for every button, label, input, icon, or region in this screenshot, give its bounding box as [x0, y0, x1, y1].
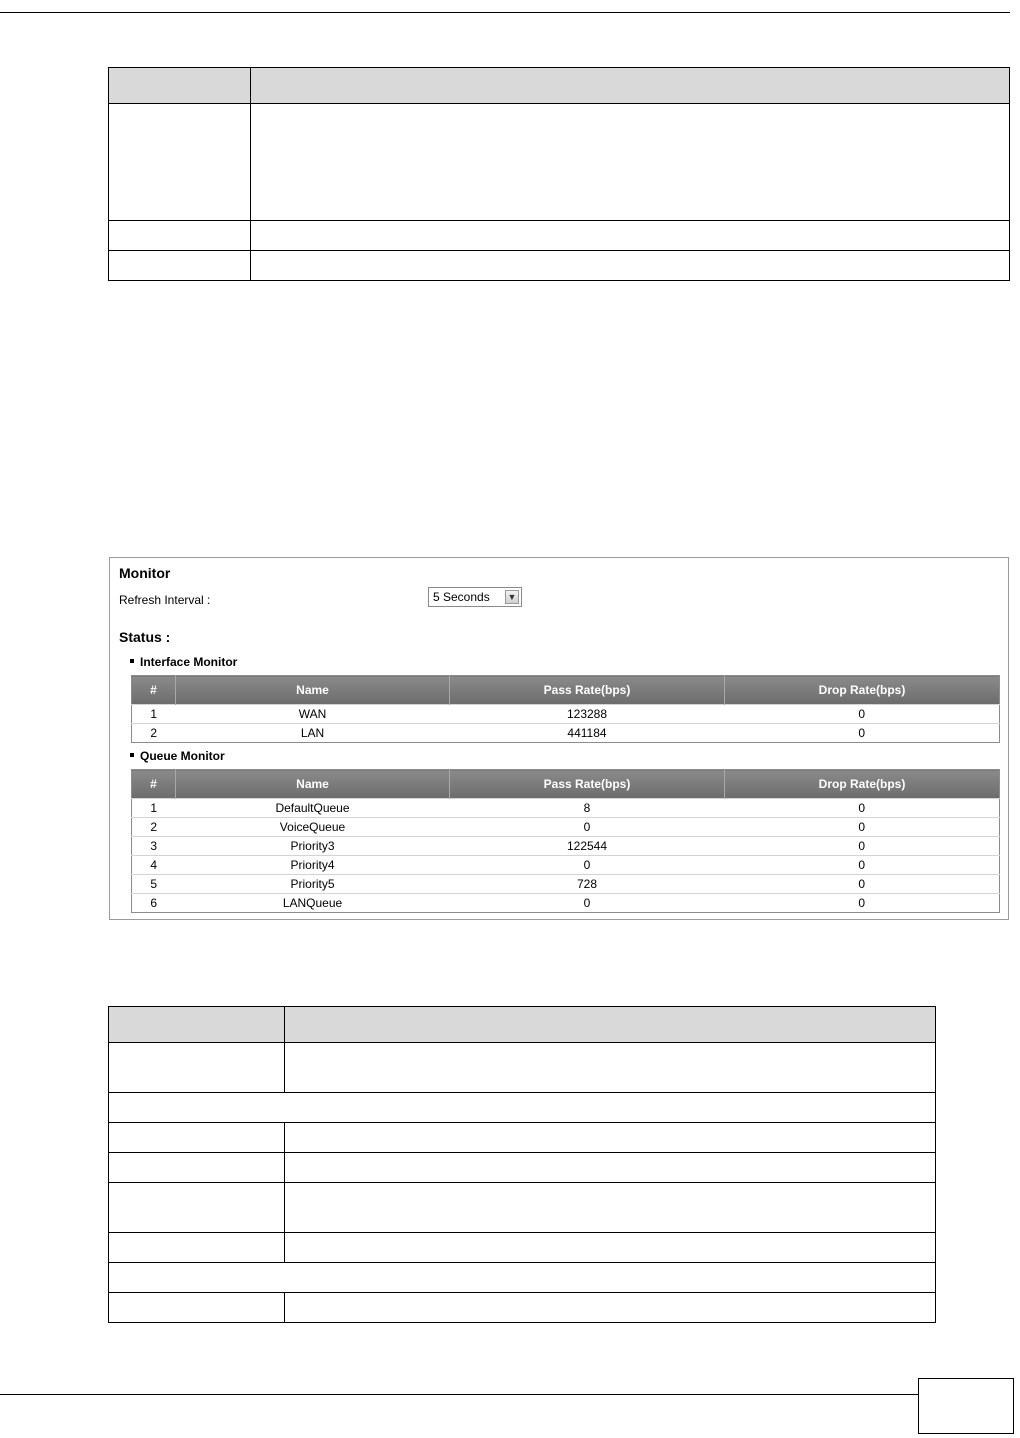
page-number-box — [918, 1378, 1014, 1434]
cell-drop-rate: 0 — [725, 724, 1000, 743]
status-heading: Status : — [119, 629, 171, 645]
cell-pass-rate: 441184 — [450, 724, 725, 743]
cell-name: VoiceQueue — [176, 818, 450, 837]
cell-pass-rate: 728 — [450, 875, 725, 894]
cell-pass-rate: 123288 — [450, 705, 725, 724]
cell-number: 3 — [132, 837, 176, 856]
column-header-name: Name — [176, 770, 450, 799]
cell-pass-rate: 0 — [450, 894, 725, 913]
column-header-number: # — [132, 770, 176, 799]
header-rule — [0, 12, 1010, 13]
cell-number: 6 — [132, 894, 176, 913]
cell-drop-rate: 0 — [725, 837, 1000, 856]
cell-number: 1 — [132, 705, 176, 724]
queue-monitor-heading — [130, 749, 225, 763]
cell-name: Priority4 — [176, 856, 450, 875]
table-row — [132, 818, 1000, 837]
bullet-icon — [130, 659, 134, 663]
table-row — [132, 856, 1000, 875]
table-row — [132, 799, 1000, 818]
cell-drop-rate: 0 — [725, 705, 1000, 724]
column-header-name: Name — [176, 676, 450, 705]
interface-monitor-heading — [130, 655, 237, 669]
bottom-table — [108, 1006, 936, 1323]
monitor-panel — [109, 557, 1009, 920]
cell-name: Priority5 — [176, 875, 450, 894]
panel-title: Monitor — [119, 565, 171, 581]
column-header-number: # — [132, 676, 176, 705]
top-table — [108, 67, 1010, 281]
refresh-interval-select[interactable] — [428, 587, 522, 607]
cell-name: LAN — [176, 724, 450, 743]
cell-name: WAN — [176, 705, 450, 724]
table-header-row — [132, 770, 1000, 799]
refresh-interval-value: 5 Seconds — [433, 590, 490, 604]
cell-pass-rate: 8 — [450, 799, 725, 818]
cell-pass-rate: 0 — [450, 856, 725, 875]
column-header-drop-rate: Drop Rate(bps) — [725, 676, 1000, 705]
cell-name: LANQueue — [176, 894, 450, 913]
refresh-interval-label: Refresh Interval : — [119, 593, 211, 607]
cell-drop-rate: 0 — [725, 894, 1000, 913]
interface-monitor-label: Interface Monitor — [140, 655, 238, 669]
queue-monitor-label: Queue Monitor — [140, 749, 225, 763]
column-header-pass-rate: Pass Rate(bps) — [450, 770, 725, 799]
table-row — [132, 894, 1000, 913]
cell-drop-rate: 0 — [725, 875, 1000, 894]
queue-monitor-table — [131, 769, 1000, 913]
cell-drop-rate: 0 — [725, 799, 1000, 818]
cell-pass-rate: 122544 — [450, 837, 725, 856]
column-header-pass-rate: Pass Rate(bps) — [450, 676, 725, 705]
table-row — [132, 875, 1000, 894]
table-header-row — [132, 676, 1000, 705]
cell-number: 4 — [132, 856, 176, 875]
cell-number: 2 — [132, 818, 176, 837]
column-header-drop-rate: Drop Rate(bps) — [725, 770, 1000, 799]
cell-number: 5 — [132, 875, 176, 894]
cell-drop-rate: 0 — [725, 856, 1000, 875]
footer-rule — [0, 1394, 918, 1395]
cell-number: 1 — [132, 799, 176, 818]
bullet-icon — [130, 753, 134, 757]
cell-number: 2 — [132, 724, 176, 743]
cell-drop-rate: 0 — [725, 818, 1000, 837]
chevron-down-icon[interactable]: ▼ — [505, 590, 519, 604]
cell-pass-rate: 0 — [450, 818, 725, 837]
table-row — [132, 724, 1000, 743]
table-row — [132, 837, 1000, 856]
cell-name: DefaultQueue — [176, 799, 450, 818]
table-row — [132, 705, 1000, 724]
cell-name: Priority3 — [176, 837, 450, 856]
interface-monitor-table — [131, 675, 1000, 743]
